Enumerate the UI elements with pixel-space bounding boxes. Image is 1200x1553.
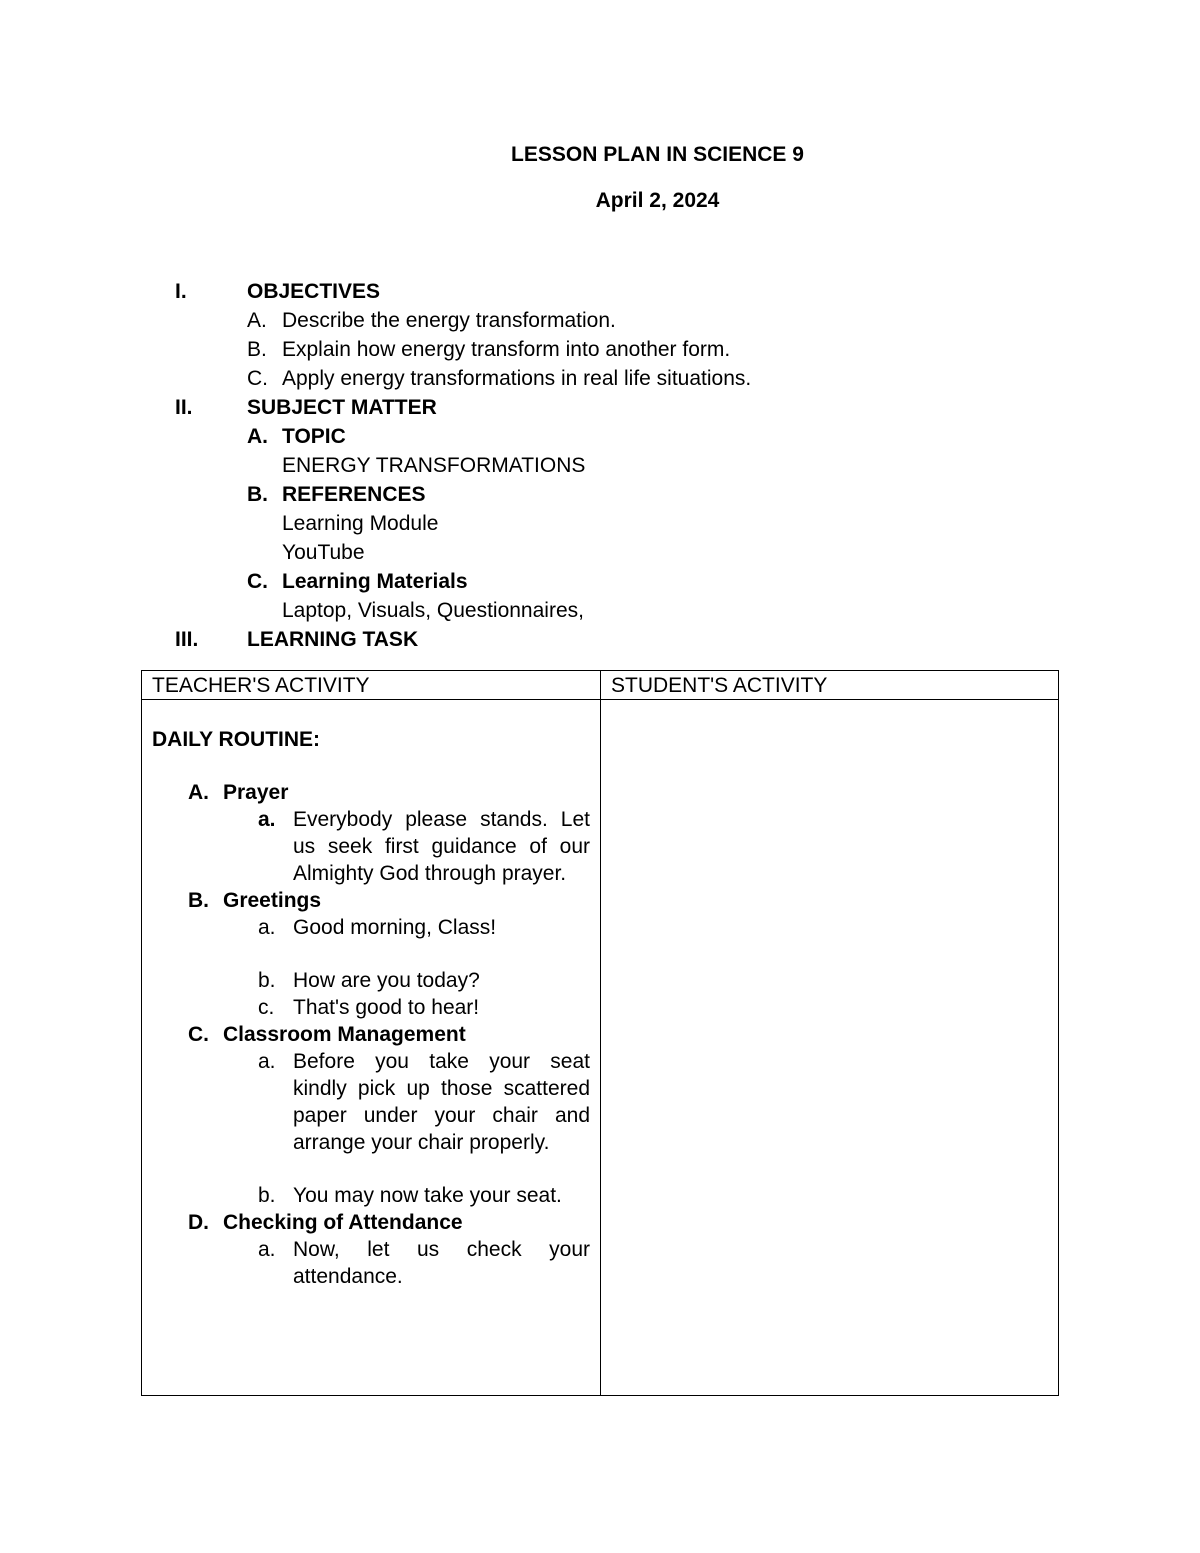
item-text: That's good to hear! xyxy=(293,996,480,1019)
learning-task-heading xyxy=(175,625,1075,654)
reference-value xyxy=(175,538,1075,567)
item-text: Before you take your seat kindly pick up those scattered paper under your chair and arrange your chair properly. xyxy=(293,1050,590,1154)
roman-numeral: II. xyxy=(175,396,193,419)
item-label: TOPIC xyxy=(282,425,346,448)
objective-item xyxy=(175,306,1075,335)
roman-numeral: III. xyxy=(175,628,199,651)
item-letter: b. xyxy=(258,969,276,992)
materials-value xyxy=(175,596,1075,625)
attendance-item xyxy=(152,1236,592,1290)
lesson-outline xyxy=(175,277,1075,654)
daily-routine-heading: DAILY ROUTINE: xyxy=(152,728,321,751)
item-value: ENERGY TRANSFORMATIONS xyxy=(282,454,586,477)
section-title: Checking of Attendance xyxy=(223,1211,463,1234)
teacher-activity-cell xyxy=(152,726,592,1290)
prayer-item xyxy=(152,806,592,887)
objectives-heading xyxy=(175,277,1075,306)
document-date: April 2, 2024 xyxy=(595,189,720,212)
references-heading xyxy=(175,480,1075,509)
item-value: Laptop, Visuals, Questionnaires, xyxy=(282,599,584,622)
item-text: Good morning, Class! xyxy=(293,916,497,939)
item-text: You may now take your seat. xyxy=(293,1184,562,1207)
roman-numeral: I. xyxy=(175,280,187,303)
item-letter: B. xyxy=(247,483,268,506)
topic-value xyxy=(175,451,1075,480)
item-letter: a. xyxy=(258,916,276,939)
subject-matter-heading xyxy=(175,393,1075,422)
prayer-heading xyxy=(152,779,592,806)
section-heading: OBJECTIVES xyxy=(247,280,381,303)
item-letter: A. xyxy=(247,425,268,448)
item-text: Describe the energy transformation. xyxy=(282,309,616,332)
section-title: Prayer xyxy=(223,781,289,804)
objective-item xyxy=(175,364,1075,393)
item-letter: C. xyxy=(247,570,268,593)
item-letter: a. xyxy=(258,1050,276,1073)
item-value: Learning Module xyxy=(282,512,439,535)
teacher-activity-header: TEACHER'S ACTIVITY xyxy=(152,674,370,697)
classroom-item xyxy=(152,1048,592,1156)
item-value: YouTube xyxy=(282,541,365,564)
section-heading: LEARNING TASK xyxy=(247,628,419,651)
section-heading: SUBJECT MATTER xyxy=(247,396,437,419)
classroom-management-heading xyxy=(152,1021,592,1048)
student-activity-header: STUDENT'S ACTIVITY xyxy=(611,674,828,697)
activity-table xyxy=(141,670,1059,1396)
header-divider xyxy=(142,699,1058,700)
section-letter: A. xyxy=(188,781,209,804)
section-letter: C. xyxy=(188,1023,209,1046)
item-text: Apply energy transformations in real life situations. xyxy=(282,367,752,390)
topic-heading xyxy=(175,422,1075,451)
item-text: How are you today? xyxy=(293,969,480,992)
greetings-item xyxy=(152,994,592,1021)
section-title: Classroom Management xyxy=(223,1023,466,1046)
greetings-item xyxy=(152,967,592,994)
item-letter: b. xyxy=(258,1184,276,1207)
item-text: Explain how energy transform into another form. xyxy=(282,338,731,361)
item-letter: a. xyxy=(258,808,276,831)
item-text: Everybody please stands. Let us seek first guidance of our Almighty God through prayer. xyxy=(293,808,590,885)
section-letter: B. xyxy=(188,889,209,912)
reference-value xyxy=(175,509,1075,538)
greetings-item xyxy=(152,914,592,941)
materials-heading xyxy=(175,567,1075,596)
item-label: REFERENCES xyxy=(282,483,426,506)
greetings-heading xyxy=(152,887,592,914)
section-title: Greetings xyxy=(223,889,322,912)
column-divider xyxy=(600,671,601,1395)
document-title: LESSON PLAN IN SCIENCE 9 xyxy=(511,143,804,166)
item-label: Learning Materials xyxy=(282,570,468,593)
objective-item xyxy=(175,335,1075,364)
section-letter: D. xyxy=(188,1211,209,1234)
item-letter: c. xyxy=(258,996,275,1019)
item-letter: a. xyxy=(258,1238,276,1261)
item-letter: B. xyxy=(247,338,267,361)
item-letter: C. xyxy=(247,367,268,390)
item-letter: A. xyxy=(247,309,267,332)
attendance-heading xyxy=(152,1209,592,1236)
classroom-item xyxy=(152,1182,592,1209)
item-text: Now, let us check your attendance. xyxy=(293,1238,590,1288)
